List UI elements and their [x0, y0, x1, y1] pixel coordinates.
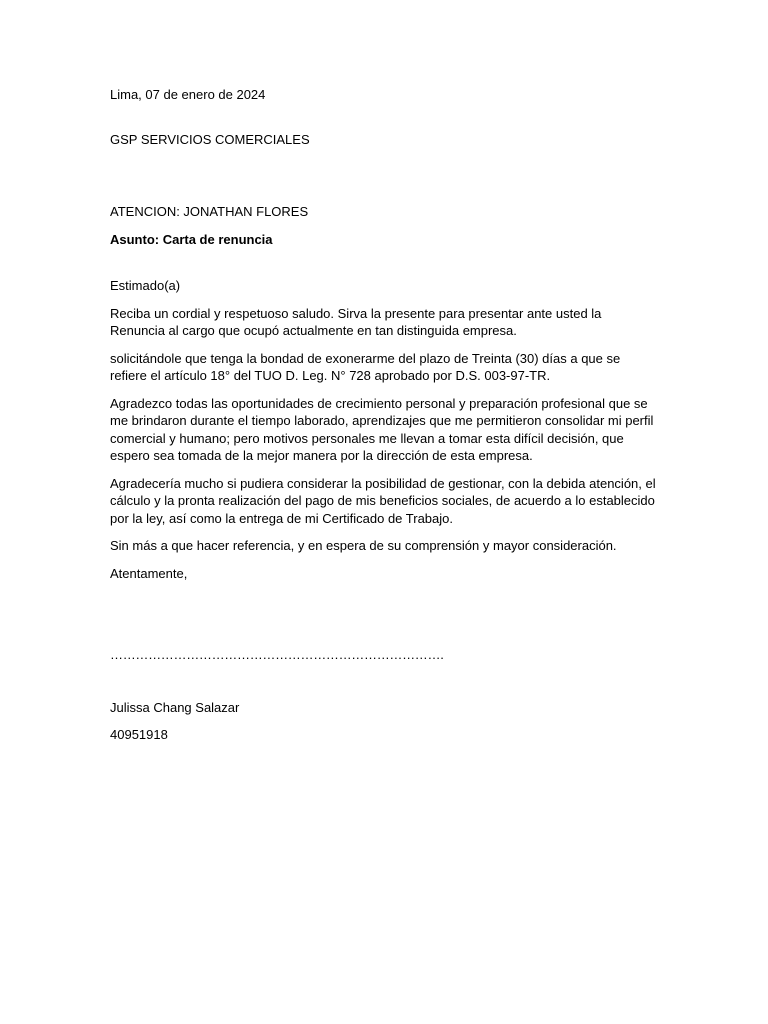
signature-line: …………………………………………………………………….: [110, 647, 444, 662]
recipient-company: GSP SERVICIOS COMERCIALES: [110, 131, 310, 147]
body-paragraph: Agradezco todas las oportunidades de crecimiento personal y preparación profesional que se me brindaron durante el tiempo laborado, aprendizajes que me permitieron consolidar mi perfil comercial y humano; pero motivos personales me llevan a tomar esta difícil decisión, que espero sea tomada de la mejor manera por la dirección de esta empresa.: [110, 395, 654, 463]
signer-id: 40951918: [110, 727, 168, 742]
closing: Atentamente,: [110, 565, 188, 581]
body-paragraph: Sin más a que hacer referencia, y en espera de su comprensión y mayor consideración.: [110, 538, 617, 553]
resignation-letter: [110, 86, 658, 744]
body-paragraph: solicitándole que tenga la bondad de exonerarme del plazo de Treinta (30) días a que se refiere el artículo 18° del TUO D. Leg. N° 728 aprobado por D.S. 003-97-TR.: [110, 350, 621, 383]
body-paragraph: Agradecería mucho si pudiera considerar la posibilidad de gestionar, con la debida atención, el cálculo y la pronta realización del pago de mis beneficios sociales, de acuerdo a lo establecido por la ley, así como la entrega de mi Certificado de Trabajo.: [110, 475, 656, 526]
signer-name: Julissa Chang Salazar: [110, 699, 240, 715]
greeting: Estimado(a): [110, 278, 181, 293]
letter-subject: Asunto: Carta de renuncia: [110, 231, 273, 247]
attention-line: ATENCION: JONATHAN FLORES: [110, 204, 309, 219]
body-paragraph: Reciba un cordial y respetuoso saludo. Sirva la presente para presentar ante usted la Renuncia al cargo que ocupó actualmente en tan distinguida empresa.: [110, 305, 602, 338]
letter-date: Lima, 07 de enero de 2024: [110, 87, 266, 102]
